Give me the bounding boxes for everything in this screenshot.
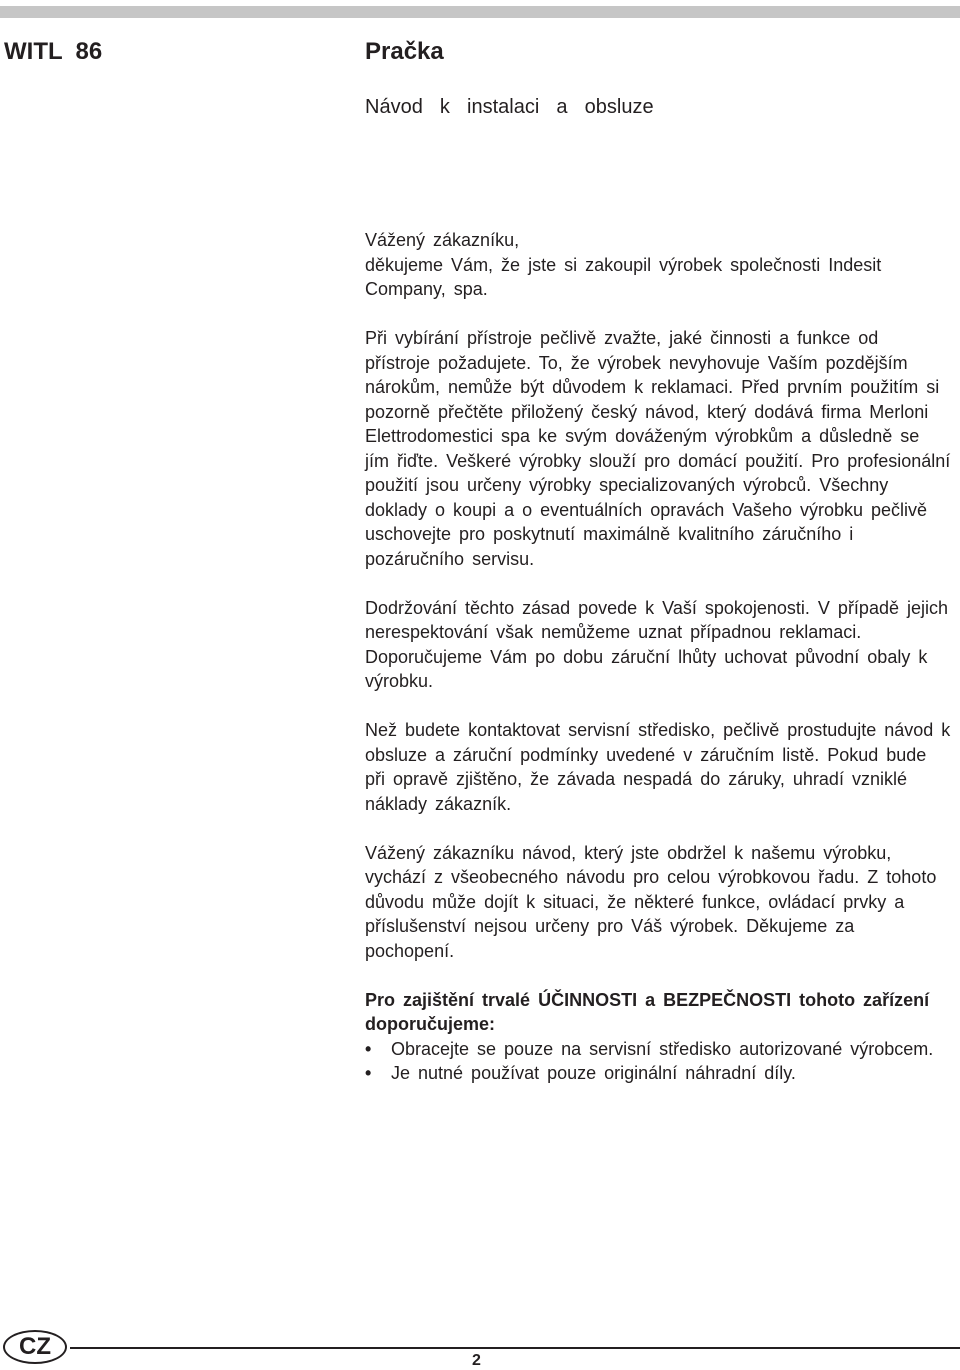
list-item-text: Obracejte se pouze na servisní středisko autorizované výrobcem. <box>391 1038 934 1059</box>
intro-paragraph <box>365 228 951 302</box>
page-subtitle: Návod k instalaci a obsluze <box>365 96 654 118</box>
paragraph-compliance: Dodržování těchto zásad povede k Vaší spokojenosti. V případě jejich nerespektování však nemůžeme uznat případnou reklamaci. Doporučujeme Vám po dobu záruční lhůty uchovat původní obaly k výrobku. <box>365 597 948 691</box>
paragraph-general-manual: Vážený zákazníku návod, který jste obdržel k našemu výrobku, vychází z všeobecného návodu pro celou výrobkovou řadu. Z tohoto důvodu může dojít k situaci, že některé funkce, ovládací prvky a příslušenství nejsou určeny pro Váš výrobek. Děkujeme za pochopení. <box>365 842 937 961</box>
greeting: Vážený zákazníku, <box>365 230 520 250</box>
page-title: Pračka <box>365 38 444 65</box>
footer-divider <box>70 1347 960 1349</box>
thanks-text: děkujeme Vám, že jste si zakoupil výrobek společnosti Indesit Company, spa. <box>365 254 882 299</box>
document-body <box>365 228 951 1086</box>
recommendation-list <box>365 1037 951 1086</box>
recommendation-heading: Pro zajištění trvalé ÚČINNOSTI a BEZPEČNOSTI tohoto zařízení doporučujeme: <box>365 989 930 1034</box>
top-bar <box>0 6 960 18</box>
model-number: WITL 86 <box>4 38 103 65</box>
bullet-icon: • <box>365 1063 372 1083</box>
list-item <box>365 1037 951 1062</box>
paragraph-selection: Při vybírání přístroje pečlivě zvažte, jaké činnosti a funkce od přístroje požadujete. To, že výrobek nevyhovuje Vaším pozdějším nárokům, nemůže být důvodem k reklamaci. Před prvním použitím si pozorně přečtěte přiložený český návod, který dodává firma Merloni Elettrodomestici spa ke svým dováženým výrobkům a důsledně se jím řiďte. Veškeré výrobky slouží pro domácí použití. Pro profesionální použití jsou určeny výrobky specializovaných výrobců. Všechny doklady o koupi a o eventuálních opravách Vašeho výrobku pečlivě uschovejte pro poskytnutí maximálně kvalitního záručního i pozáručního servisu. <box>365 328 951 569</box>
paragraph-service: Než budete kontaktovat servisní středisko, pečlivě prostudujte návod k obsluze a záruční podmínky uvedené v záručním listě. Pokud bude při opravě zjištěno, že závada nespadá do záruky, uhradí vzniklé náklady zákazník. <box>365 720 951 814</box>
bullet-icon: • <box>365 1038 372 1059</box>
list-item <box>365 1061 951 1086</box>
page-number: 2 <box>472 1352 481 1369</box>
list-item-text: Je nutné používat pouze originální náhradní díly. <box>391 1063 796 1083</box>
country-badge: CZ <box>3 1330 67 1364</box>
